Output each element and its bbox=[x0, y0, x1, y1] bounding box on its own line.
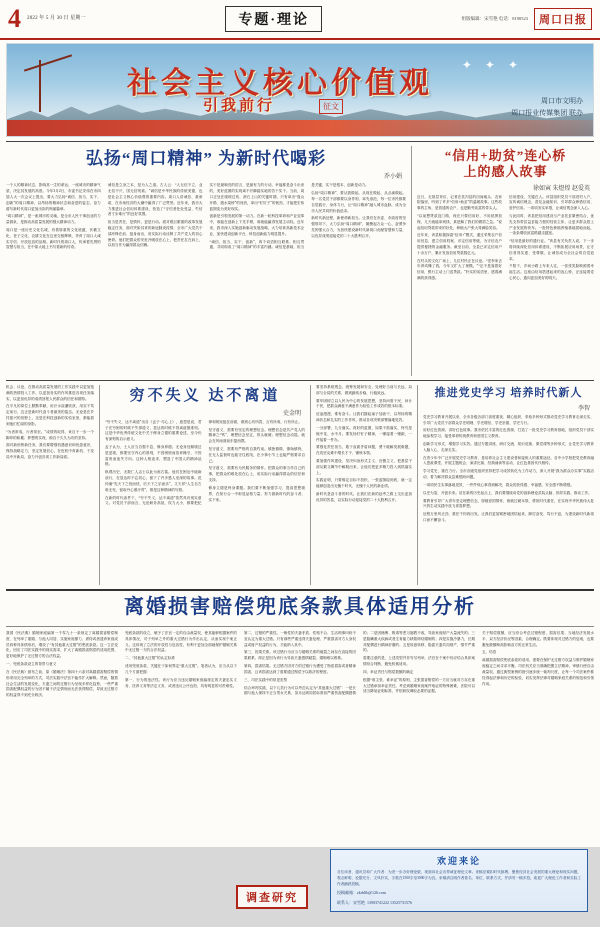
top-right-article bbox=[417, 146, 594, 376]
paragraph: 近日，走基层采访，记者在扶沟县的田间地头、农家院落里，听到了许多“信用+助贫”的温暖故事。这些故事的主角，是普通的农户，也是勤劳致富的带头人。 bbox=[417, 194, 502, 211]
paragraph: 一、兜底条款设立的背景与意义 bbox=[6, 662, 57, 667]
paragraph: 征途漫漫，惟有奋斗。让我们撸起袖子加油干，以昂扬的精神状态和扎实的工作作风，推动各项决策部署落地见效。 bbox=[316, 412, 412, 423]
column-divider bbox=[310, 385, 311, 585]
paragraph: 一项项民生实事落地见效，一件件烦心事得到解决，群众的获得感、幸福感、安全感不断增强。 bbox=[423, 482, 574, 487]
paragraph: 要牢固树立以人民为中心的发展思想，坚持问需于民、问计于民，把群众满意不满意作为检验工作成效的根本标准。 bbox=[316, 398, 412, 409]
top-left-article bbox=[6, 146, 406, 376]
paragraph: “为者常成，行者常至。”成绩的取得，来自于一步一个脚印的积累；梦想的实现，源自于久久为功的坚持。 bbox=[6, 429, 94, 440]
banner-credit bbox=[511, 96, 583, 120]
column-divider bbox=[417, 385, 418, 585]
contact-phone: 13903741222 13525731576 bbox=[367, 900, 412, 906]
paragraph: 实干是最响亮的语言，是最有力的行动。幸福都是奋斗出来的，美好蓝图的实现离不开脚踏实地的苦干实干。当前，周口正处在爬坡过坎、滚石上山的关键时期，只有拿出“逢山开路、遇水架桥”的闯劲，拿出“钉钉子”的韧劲，才能把宏伟蓝图变为美好现实。 bbox=[209, 183, 305, 211]
paragraph: 在平凡的岗位上默默奉献，用汗水浇灌收获，用实干笃定前行，这正是新时代奋斗者最美的姿态。无论是在乡村振兴的田野上，还是在科技创新的实验室里，都能看到他们忙碌的身影。 bbox=[6, 404, 94, 426]
paragraph: 孟子认为，士人应当自强不息、修身养德。无论身处顺境还是逆境，都要坚守内心的准则，不因困顿而放弃操守，不因富贵而迷失方向。这种人格追求，塑造了中国人的精神品格。 bbox=[105, 445, 202, 467]
mid-left-body bbox=[105, 420, 305, 507]
divider-feature bbox=[6, 589, 594, 591]
paragraph: 与此同时，该县把信用建设与产业扶贫紧密结合，优先支持带贫益贫能力强的经营主体，让更多群众搭上产业发展的快车。一批特色种植养殖基地拔地而起，一条条增收致富路越走越宽。 bbox=[509, 213, 594, 236]
paragraph: 周口是一座历史文化名城，有着厚重的文化底蕴，伏羲文化、老子文化、农耕文化在这里交相辉映，孕育了周口人诚实守信、开放包容的品格。新时代的周口人，传承着先贤的智慧与担当，在中原大地上书写着新的传奇。 bbox=[6, 227, 101, 250]
paragraph: 坚守道义，需要有为民服务的情怀。把群众的事当作自己的事，把群众的难处放在心上，用实际行动赢得群众的信任和支持。 bbox=[208, 466, 305, 483]
paragraph: 第一，行为的违法性。该行为应当违反婚姻家庭编规定的夫妻忠实义务、扶养义务等法定义务，或者违反公序良俗，具有明显的可责难性。 bbox=[125, 677, 237, 688]
crane-icon bbox=[29, 56, 89, 116]
top-right-byline: 徐如寅 朱煜煌 赵爱英 bbox=[532, 185, 590, 192]
paragraph: 在青少年中广泛开展党史学习教育，是培养社会主义建设者和接班人的重要途径。各中小学校把党史教育融入思政课堂，开展主题班会、演讲比赛、经典诵读等活动，让红色基因代代相传。 bbox=[423, 455, 594, 466]
mid-left-headline: 穷不失义 达不离道 bbox=[129, 388, 281, 404]
paragraph: 面对新形势新任务，我们要增强机遇意识和忧患意识，保持战略定力，坚定发展信心，在危机中育新机、于变局中开新局，奋力开创各项工作新局面。 bbox=[6, 443, 94, 459]
paragraph: 信用建设，关键在人。该县组织党员干部进村入户，宣传诚信理念，普及金融知识，引导群众珍惜信用、爱护信用。一项项务实举措，让诚信观念深入人心。 bbox=[509, 194, 594, 211]
paragraph: 诚信是立身之本，是为人之道。古人云：“人无信不立，业无信不兴，国无信则衰。”诚信是中华民族的传统美德，也是社会主义核心价值观的重要内容。周口人讲诚信、重承诺，在市场经济的大潮中赢得了广泛赞誉。近年来，我市大力推进社会信用体系建设，营造了“守信者处处受益、失信者寸步难行”的良好氛围。 bbox=[107, 183, 203, 217]
paragraph: 五、结语 bbox=[482, 650, 497, 655]
mid-right-byline: 李智 bbox=[577, 405, 590, 412]
paragraph: 修身立德是终身课题。我们要不断加强学习，提高思想境界，在知行合一中彰显品格力量，努力做新时代的奋斗者、实干家。 bbox=[208, 485, 305, 502]
paragraph: 新时代新征程，新使命新担当。让我们在市委、市政府的坚强领导下，大力弘扬“周口精神”，凝聚起万众一心、奋勇争先的强大合力，为加快建设新时代新周口贡献智慧和力量，以优异成绩迎接党的二十大胜利召开。 bbox=[311, 216, 406, 238]
welcome-text: 各位读者、通讯员和广大作者：为进一步办好理论版，现面向社会各界诚征理论文章。来稿应紧扣时代脉搏，聚焦经济社会发展的重大理论和现实问题，观点鲜明、论据充分、文风朴实，字数在1500字至3000字为宜。来稿请注明作者姓名、单位、联系方式，并请勿一稿多投。欢迎广大理论工作者和实际工作者踊跃投稿。 bbox=[337, 870, 581, 886]
banner-subtitle: 引我前行 bbox=[203, 98, 276, 114]
paragraph: 关于赔偿数额，应当综合考虑过错程度、损害后果、当地经济发展水平、双方经济状况等因素，合理确定。既要体现对过错方的惩戒，也要避免数额畸高影响双方的正常生活。 bbox=[482, 631, 594, 647]
paragraph: 夕阳下，乡间小路上车来人往，一张张笑脸映照着幸福生活。这座由信用搭建起来的连心桥，正连接着党心民心，通向更加美好的明天。 bbox=[509, 264, 594, 281]
paragraph: 一分部署，九分落实。再好的蓝图，如果不抓落实，终究是镜中花、水中月。要发扬钉钉子精神，一锤接着一锤敲，一件接着一件办。 bbox=[316, 425, 412, 442]
paragraph: 机会、议论，在推动高质量发展的工作实践中以更加饱满的热情投入工作，以更加务实的作风推进各项任务落实，以更加优异的成绩回报人民群众的信任和期待。 bbox=[6, 385, 94, 401]
divider-mid bbox=[6, 380, 594, 381]
paragraph: 三、司法实践中的常见类型 bbox=[244, 677, 288, 682]
divider-top bbox=[6, 141, 594, 142]
birds-icon: ✦ ✦ ✦ bbox=[461, 58, 523, 72]
paragraph: “周口精神”，是一座城市的灵魂，是全市人民干事创业的力量源泉，是推动高质量发展的强大精神动力。 bbox=[6, 214, 101, 225]
mid-left-article bbox=[105, 385, 305, 585]
top-right-headline-line-2: 上的感人故事 bbox=[463, 164, 548, 180]
page-number: 4 bbox=[8, 4, 21, 33]
paragraph: 兜底条款的设立，赋予了法官一定的自由裁量权，使其能够根据案件的具体情况，对于列举之外的重大过错行为作出认定，从而实现个案正义。这体现了立法的开放性与包容性，有利于更加全面地保护婚姻关系中无过错一方的合法权益。 bbox=[125, 631, 237, 653]
top-left-headline: 弘扬“周口精神” 为新时代喝彩 bbox=[85, 149, 327, 168]
paragraph: 根据“谁主张、谁举证”的原则，主张损害赔偿的一方应当就对方存在重大过错承担举证责任。考虑到婚姻家庭案件取证的特殊困难，法院可以适当降低证明标准，并依职权调取必要的证据。 bbox=[363, 677, 475, 694]
welcome-contact-person bbox=[337, 900, 581, 907]
banner-seal: 征文 bbox=[319, 99, 343, 114]
issue-date: 2022 年 5 月 30 日 星期一 bbox=[27, 16, 86, 22]
paragraph: 弘扬“周口精神”，要从我做起、从现在做起、从点滴做起。每一名党员干部都要以身作则、率先垂范，每一位市民都要自觉践行、身体力行，让“周口精神”融入城市血脉，成为全市人民共同的价值追求。 bbox=[311, 191, 406, 213]
paragraph: 结合审判实践，以下几类行为可以考虑认定为“其他重大过错”：一是长期与他人保持不正当男女关系，虽未达到同居标准但严重伤害配偶感情的；二是因赌博、吸毒等恶习屡教不改，导致家庭财产大量流失的；三是隐瞒重大疾病或者生育能力缺陷缔结婚姻的；四是实施冷暴力，长期对配偶进行精神折磨的；五是故意转移、隐匿夫妻共同财产，情节严重的。 bbox=[244, 631, 475, 696]
feature-body bbox=[6, 631, 594, 849]
paragraph: 要教育引导广大青年坚定理想信念，厚植爱国情怀，练就过硬本领，勇担时代重任，在实现中华民族伟大复兴的生动实践中放飞青春梦想。 bbox=[423, 498, 594, 509]
top-right-headline-line-1: “信用+助贫”连心桥 bbox=[444, 148, 567, 163]
banner-title: 社会主义核心价值观 bbox=[127, 67, 433, 100]
section-stamp: 调查研究 bbox=[236, 885, 308, 909]
paragraph: “诚信、担当、实干、创新”，四个词语相互联系、相互贯通，共同构成了“周口精神”的丰富内涵。诚信是基础，担当是关键，实干是根本，创新是动力。 bbox=[209, 183, 369, 250]
middle-region bbox=[0, 385, 600, 585]
paragraph: 我国《民法典》婚姻家庭编第一千零九十一条规定了离婚损害赔偿制度，在列举了重婚、与他人同居、实施家庭暴力、虐待或者遗弃家庭成员四种具体情形后，增设了“有其他重大过错”的兜底条款。这一立法变化，回应了司法实践中的现实需求，扩大了离婚损害赔偿的适用范围，更好地保护了无过错方的合法权益。 bbox=[6, 631, 118, 659]
contact-name: 宋雪艳 bbox=[353, 900, 365, 906]
paragraph: 坚守道义，需要有坚定的理想信念。理想信念是共产党人的精神之“钙”，理想信念坚定，骨头就硬；理想信念动摇，就会在风雨面前东摇西摆。 bbox=[208, 427, 305, 444]
top-left-body bbox=[6, 183, 406, 251]
paragraph: 实践证明，只要锚定目标不放松，一张蓝图绘到底，就一定能够创造出无愧于时代、无愧于人民的新业绩。 bbox=[316, 478, 412, 489]
paragraph: 以史为鉴，开创未来。站在新的历史起点上，我们要继续用党的创新理论武装头脑、指导实践、推动工作。 bbox=[423, 490, 592, 495]
paragraph: 适用兜底条款，关键在于如何界定“重大过错”。笔者认为，应当从以下几个方面把握： bbox=[125, 664, 237, 674]
top-right-body bbox=[417, 195, 594, 284]
editor-credit: 组版编辑：宋雪艳 电话：8190523 bbox=[461, 16, 528, 22]
section-title: 专题·理论 bbox=[225, 6, 322, 32]
welcome-contact bbox=[337, 890, 581, 897]
banner-credit-line-1: 周口市文明办 bbox=[541, 97, 583, 105]
paragraph: 担当是责任，是情怀，更是行动。面对艰巨繁重的改革发展稳定任务，面对突如其来的新冠肺炎疫情，全市广大党员干部冲锋在前、挺身而出，用实际行动诠释了共产党人的初心使命。他们把群众的安危冷暖放在心上，把责任扛在肩上，以担当作为赢得群众信赖。 bbox=[107, 220, 203, 248]
paragraph: 在《民法典》颁布之前，原《婚姻法》第四十六条对离婚损害赔偿的情形采用完全列举的方式，司法实践中法官不能作扩大解释。然而，随着社会生活的发展变化，夫妻之间的过错行为呈现多样化趋势，一些严重损害配偶权益的行为因不属于法定情形而无法获得赔偿，导致无过错方的权益得不到充分救济。 bbox=[6, 669, 118, 698]
paragraph: 要坚持系统观念，统筹发展和安全，处理好当前与长远、局部与全局的关系，做到蹄疾步稳、行稳致远。 bbox=[316, 385, 412, 395]
welcome-title: 欢迎来论 bbox=[436, 856, 481, 866]
paragraph: 要加强作风建设，坚决纠治形式主义、官僚主义，把基层干部从繁文缛节中解脱出来，让他们把更多精力投入到抓落实上。 bbox=[316, 458, 412, 475]
feature-headline: 离婚损害赔偿兜底条款具体适用分析 bbox=[124, 596, 476, 618]
email-label: 投稿邮箱： bbox=[337, 890, 357, 896]
banner-red-strip bbox=[7, 120, 593, 136]
mid-center-column bbox=[316, 385, 412, 585]
paragraph: “信用是最好的通行证。”该县有关负责人说，下一步将持续深化信用体系建设，不断拓展应用场景，让守信者得实惠、受尊敬，让诚信成为全社会的自觉追求。 bbox=[509, 239, 594, 261]
banner-credit-line-2: 周口报业传媒集团 联办 bbox=[511, 108, 583, 117]
top-left-byline: 乔小娟 bbox=[383, 174, 402, 181]
paragraph: 党史学习教育开展以来，全市各级各部门高度重视、精心组织，采取多种形式推动党史学习教育走深走实，引导广大党员干部群众学史明理、学史增信、学史崇德、学史力行。 bbox=[423, 414, 594, 425]
paragraph: “穷不失义，达不离道”出自《孟子·尽心上》，意思是说，君子在穷困的时候不失掉道义，显达的时候不背离道德准则。这是中华优秀传统文化中关于修身立德的重要论述，至今仍有深刻的启示意义。 bbox=[105, 419, 202, 442]
paragraph: 征程万里风正劲，重任千钧再出发。让我们更加紧密地团结起来，踔厉奋发、笃行不怠，为建设新时代新周口而不懈奋斗。 bbox=[423, 512, 594, 522]
feature-rule bbox=[6, 626, 594, 627]
column-divider bbox=[99, 385, 100, 585]
paragraph: 新时代是奋斗者的时代。让我们在新的赶考之路上交出更加优异的答卷，以实际行动迎接党的二十大胜利召开。 bbox=[316, 492, 412, 502]
paragraph: 第三，因果关系。该过错行为应当与婚姻关系的破裂之间存在直接的因果联系，即正是因为该行为导致夫妻感情破裂、婚姻难以维系。 bbox=[244, 650, 356, 661]
contact-label: 联系人： bbox=[337, 900, 353, 906]
paper-logo: 周口日报 bbox=[534, 8, 592, 30]
welcome-box bbox=[330, 849, 588, 912]
paragraph: 纵观历史，无数仁人志士以此为座右铭。他们在困厄中砥砺前行，在显达时不忘初心，留下了许多感人至深的故事。范仲淹“先天下之忧而忧，后天下之乐而乐”，文天祥“人生自古谁无死，留取丹心照汗青”，都是这种精神的写照。 bbox=[105, 470, 202, 492]
paragraph: 近年来，该县积极探索“信用+”模式，通过采集农户信用信息，建立信用档案，评定信用等级，为守信农户提供便捷的金融服务。截至目前，全县已评定信用户十余万户，累计发放信用贷款数亿元。 bbox=[417, 233, 502, 255]
paragraph: 学习党史，重在力行。全市各级党组织坚持把学习成效转化为工作动力，深入开展“我为群众办实事”实践活动，着力解决群众急难愁盼问题。 bbox=[423, 469, 594, 480]
paragraph: 一个人的精神状态，影响其一生的命运；一座城市的精神气质，决定其发展的高度。今年3月2日，市委书记安伟在市四届人大一次会议上提出，要大力弘扬“诚信、担当、实干、创新”的周口精神，以昂扬的精神状态和奋进的姿态，奋力谱写新时代周口更加出彩的绚丽篇章。 bbox=[6, 183, 101, 211]
paragraph: 创新是引领发展的第一动力。在新一轮科技革命和产业变革中，谁能在创新上下先手棋，谁就能赢得发展主动权。近年来，我市深入实施创新驱动发展战略，大力培育高新技术企业，加快建设创新平台，科技创新能力明显提升。 bbox=[209, 214, 305, 236]
paragraph: 在新的时代条件下，“穷不失义，达不离道”依然具有现实意义。对党员干部而言，无论职务高低、权力大小，都要把纪律和规矩挺在前面，做到心有所畏、言有所戒、行有所止。 bbox=[105, 419, 302, 506]
column-divider bbox=[411, 146, 412, 376]
campaign-banner bbox=[6, 43, 594, 137]
paragraph: 坚守道义，需要有严格的自我约束。慎独慎微、慎始慎终，在无人监督时也能守住底线，在小事小节上也能严格要求自己。 bbox=[208, 447, 305, 463]
paragraph: 创新学习形式，增强学习实效。通过专题讲座、研讨交流、知识竞赛、微党课等多种形式，让党史学习教育入脑入心、走深走实。 bbox=[423, 442, 594, 452]
mid-right-article bbox=[423, 385, 594, 585]
paragraph: 第二，过错的严重性。一般性的夫妻矛盾、性格不合、生活琐事纠纷不宜认定为重大过错。只有那些严重违背夫妻伦理、严重损害对方人身权益或财产权益的行为，才能纳入其中。 bbox=[244, 631, 356, 647]
mid-left-byline: 史金明 bbox=[282, 410, 301, 417]
masthead bbox=[0, 0, 600, 40]
mid-right-headline: 推进党史学习 培养时代新人 bbox=[434, 387, 583, 399]
paragraph: 在村头的文化广场上，几位村民正在议论。“老李家去年养鸡赚了钱，今年又扩大了规模。”“还不是靠着好信用，银行主动上门送贷款。”朴实的话语里，透着满满的获得感。 bbox=[417, 258, 502, 281]
mid-right-body bbox=[423, 415, 594, 526]
paragraph: 四、举证责任与赔偿数额的确定 bbox=[363, 669, 414, 674]
paragraph: 用好红色资源，讲好红色故事。我市依托丰富的红色资源，打造了一批党史学习教育基地，组织党员干部实地参观学习，接受革命传统教育和爱国主义教育。 bbox=[423, 428, 594, 439]
paragraph: 需要注意的是，上述类型并非穷尽列举，法官在个案中仍应结合具体案情综合判断，避免机械适用。 bbox=[363, 656, 475, 667]
paragraph: 离婚损害赔偿兜底条款的适用，需要在保护无过错方权益与维护婚姻家庭稳定之间寻求平衡。司法机关应当准确把握立法精神，审慎行使自由裁量权，通过典型案例的指引逐步统一裁判尺度，让每一个司法案件都经得起法律和历史的检验，切实发挥法律对婚姻家庭关系的规范和引领作用。 bbox=[482, 658, 594, 686]
paragraph: 要强化责任担当，敢于直面矛盾问题，勇于破解发展难题，在攻坚克难中增长才干、锤炼本领。 bbox=[316, 445, 412, 456]
middle-spill-column bbox=[6, 385, 94, 585]
paragraph: “以前想贷款没门路，现在只要信用好，不用抵押担保，几天就能拿到钱，真是解了我们的燃眉之急。”说起信用贷款带来的好处，种植大户张大哥满脸笑容。 bbox=[417, 213, 502, 230]
email-value[interactable]: zkrbllb@126.com bbox=[357, 890, 386, 896]
bottom-region bbox=[0, 849, 600, 927]
feature-article bbox=[0, 595, 600, 849]
top-region bbox=[0, 146, 600, 376]
paragraph: 二、“其他重大过错”的认定标准 bbox=[125, 656, 175, 661]
paragraph: 第四，损害结果。无过错方因对方的过错行为遭受了物质损害或者精神损害，且该损害达到了需要通过赔偿予以救济的程度。 bbox=[244, 664, 356, 674]
